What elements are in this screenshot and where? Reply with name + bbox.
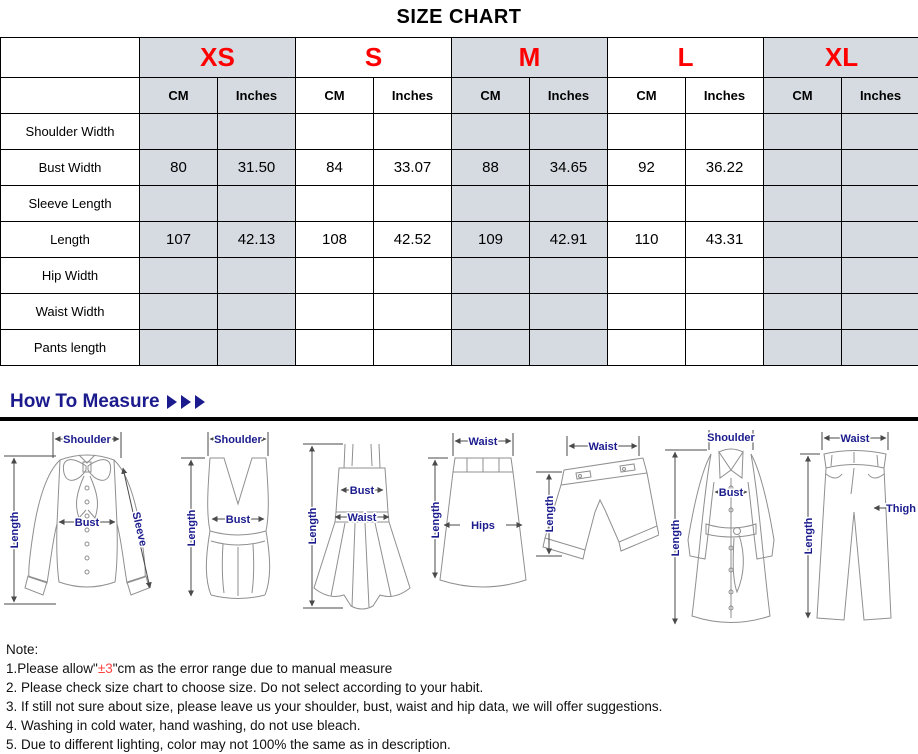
row-label: Length [1,222,140,258]
table-cell [218,258,296,294]
pants-measures [800,432,916,618]
unit-header: Inches [842,78,918,114]
table-cell: 108 [296,222,374,258]
table-cell [686,330,764,366]
table-cell: 43.31 [686,222,764,258]
unit-header: CM [608,78,686,114]
measure-diagrams [0,428,918,632]
vest-shoulder-label: Shoulder [214,434,262,446]
coat-length-label: Length [670,519,682,556]
unit-header: CM [296,78,374,114]
size-header-m: M [452,38,608,78]
shorts-outline [543,458,659,559]
table-cell [686,258,764,294]
note-line-1 [6,659,918,678]
size-header-xs: XS [140,38,296,78]
table-cell [842,294,918,330]
note-line-4: 4. Washing in cold water, hand washing, do not use bleach. [6,716,918,735]
dress-diagram [299,428,424,628]
table-cell [686,186,764,222]
table-cell [374,114,452,150]
table-cell [842,150,918,186]
row-label: Shoulder Width [1,114,140,150]
unit-header-row [1,78,918,114]
shorts-waist-label: Waist [588,441,617,453]
table-cell: 80 [140,150,218,186]
table-cell [218,186,296,222]
table-cell [608,330,686,366]
table-cell: 42.91 [530,222,608,258]
row-label: Sleeve Length [1,186,140,222]
pants-outline [817,451,891,621]
table-cell: 34.65 [530,150,608,186]
table-cell [452,186,530,222]
table-cell [374,330,452,366]
table-cell [530,186,608,222]
note-line-2: 2. Please check size chart to choose size. Do not select according to your habit. [6,678,918,697]
table-cell: 42.13 [218,222,296,258]
table-cell [218,330,296,366]
note-1-post: "cm as the error range due to manual measure [113,661,392,676]
table-cell [140,294,218,330]
blouse-sleeve-label: Sleeve [129,511,149,548]
vest-diagram [177,428,297,628]
notes-section [6,640,918,754]
page-title: SIZE CHART [0,0,918,29]
skirt-waist-label: Waist [469,436,498,448]
table-cell [764,114,842,150]
table-cell [764,222,842,258]
table-cell [530,294,608,330]
table-cell [608,294,686,330]
table-cell [374,186,452,222]
pants-diagram [798,428,918,630]
blouse-length-label: Length [9,511,21,548]
table-row-length [1,222,918,258]
table-cell [296,330,374,366]
pants-waist-label: Waist [840,433,869,445]
table-cell [296,114,374,150]
vest-bust-label: Bust [226,514,251,526]
table-cell [842,114,918,150]
table-cell [686,114,764,150]
table-cell [764,150,842,186]
coat-outline [688,449,774,623]
table-cell [764,258,842,294]
table-cell [452,258,530,294]
vest-measures [181,432,268,596]
table-cell: 107 [140,222,218,258]
table-row-hip-width [1,258,918,294]
table-cell [608,186,686,222]
table-row-pants-length [1,330,918,366]
size-header-s: S [296,38,452,78]
table-cell [140,114,218,150]
table-cell: 42.52 [374,222,452,258]
row-label: Hip Width [1,258,140,294]
table-cell: 92 [608,150,686,186]
table-cell [530,114,608,150]
unit-header: CM [452,78,530,114]
pants-length-label: Length [803,517,815,554]
table-cell: 110 [608,222,686,258]
unit-header: CM [140,78,218,114]
table-cell: 33.07 [374,150,452,186]
corner-cell [1,78,140,114]
table-cell [530,258,608,294]
size-header-xl: XL [764,38,918,78]
note-line-3: 3. If still not sure about size, please leave us your shoulder, bust, waist and hip data, we will offer suggestions. [6,697,918,716]
table-cell [296,186,374,222]
blouse-diagram [0,428,175,628]
note-line-5: 5. Due to different lighting, color may not 100% the same as in description. [6,735,918,754]
table-cell [764,186,842,222]
dress-waist-label: Waist [348,512,377,524]
table-cell [842,186,918,222]
table-cell [296,294,374,330]
table-cell: 88 [452,150,530,186]
skirt-length-label: Length [430,501,442,538]
row-label: Pants length [1,330,140,366]
table-cell [764,294,842,330]
table-row-bust-width [1,150,918,186]
table-cell [374,258,452,294]
unit-header: Inches [530,78,608,114]
blouse-shoulder-label: Shoulder [63,434,111,446]
error-range-value: ±3 [98,661,113,676]
how-to-measure-label: How To Measure [10,391,160,413]
unit-header: Inches [374,78,452,114]
size-header-l: L [608,38,764,78]
skirt-hips-label: Hips [472,520,496,532]
row-label: Bust Width [1,150,140,186]
table-cell [452,114,530,150]
skirt-diagram [426,428,531,628]
section-divider [0,417,918,421]
table-cell [530,330,608,366]
table-cell [842,222,918,258]
table-row-waist-width [1,294,918,330]
unit-header: CM [764,78,842,114]
coat-bust-label: Bust [719,487,744,499]
table-cell [842,330,918,366]
unit-header: Inches [686,78,764,114]
size-chart-table [0,37,918,366]
table-cell [140,186,218,222]
table-cell [140,330,218,366]
table-cell [452,294,530,330]
table-cell [140,258,218,294]
table-cell [764,330,842,366]
shorts-measures [536,436,639,556]
unit-header: Inches [218,78,296,114]
note-1-pre: 1.Please allow" [6,661,98,676]
table-cell [296,258,374,294]
shorts-diagram [534,428,659,628]
table-cell: 84 [296,150,374,186]
how-to-measure-heading [10,391,918,413]
skirt-measures [428,433,522,578]
note-heading: Note: [6,640,918,659]
blouse-bust-label: Bust [75,517,100,529]
row-label: Waist Width [1,294,140,330]
table-cell [452,330,530,366]
table-cell [374,294,452,330]
dress-outline [314,444,410,609]
dress-length-label: Length [307,507,319,544]
corner-cell [1,38,140,78]
shorts-length-label: Length [544,495,556,532]
table-cell: 109 [452,222,530,258]
table-cell [218,114,296,150]
dress-bust-label: Bust [350,485,375,497]
table-cell [608,258,686,294]
table-cell [218,294,296,330]
coat-shoulder-label: Shoulder [707,432,755,444]
triple-arrow-icon [166,394,208,410]
size-header-row [1,38,918,78]
table-row-sleeve-length [1,186,918,222]
table-cell [842,258,918,294]
table-cell [686,294,764,330]
table-cell [608,114,686,150]
vest-outline [207,458,270,599]
table-cell: 36.22 [686,150,764,186]
table-cell: 31.50 [218,150,296,186]
vest-length-label: Length [186,509,198,546]
table-row-shoulder-width [1,114,918,150]
coat-diagram [661,428,796,630]
blouse-measures [4,432,150,604]
pants-thigh-label: Thigh [886,503,916,515]
